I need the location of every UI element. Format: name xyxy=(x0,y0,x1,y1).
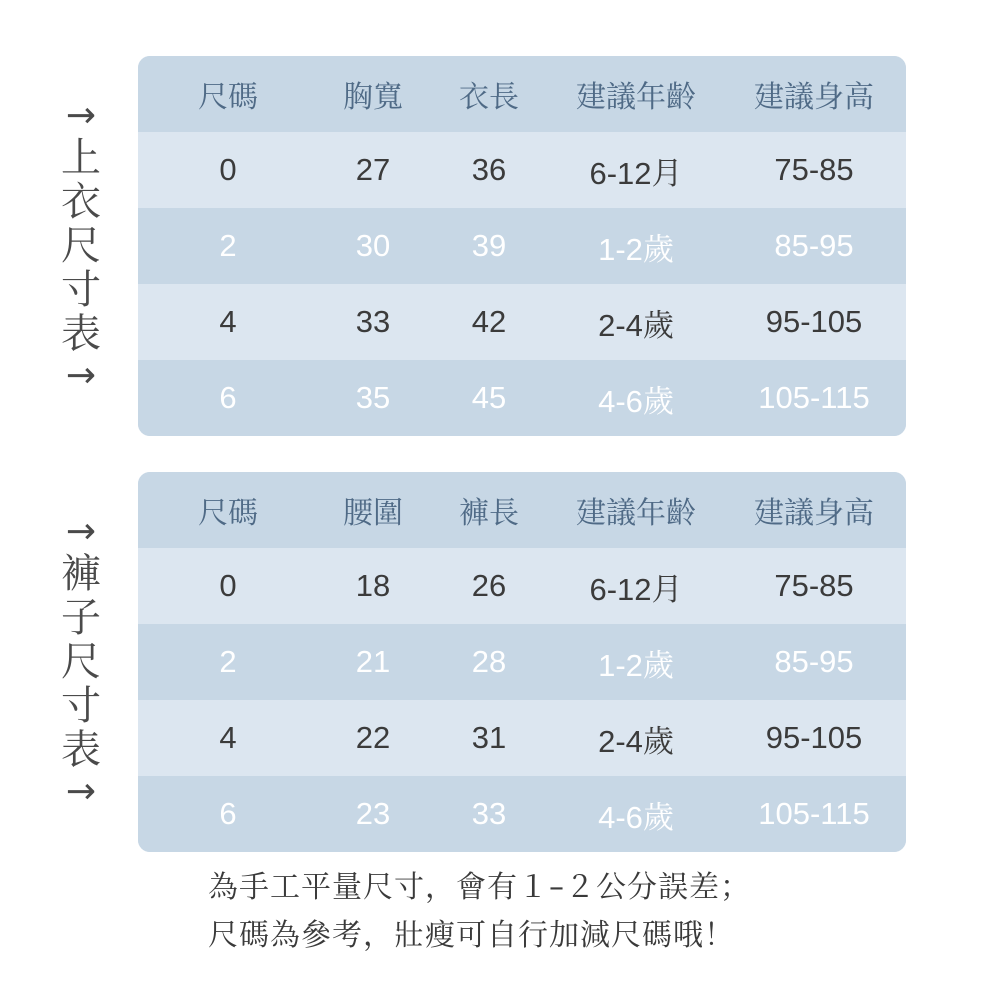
table-cell: 75-85 xyxy=(774,568,854,603)
top-table-side-label xyxy=(55,96,107,396)
header-cell: 尺碼 xyxy=(198,496,258,531)
measurement-note xyxy=(208,864,828,960)
arrow-icon: → xyxy=(65,771,97,812)
table-cell: 1-2歲 xyxy=(598,647,674,683)
table-cell: 36 xyxy=(471,152,507,187)
side-label-char: 褲 xyxy=(61,551,101,597)
header-cell: 建議身高 xyxy=(754,80,874,115)
table-cell: 39 xyxy=(471,228,507,263)
table-row xyxy=(138,776,906,852)
header-cell: 建議年齡 xyxy=(576,80,696,115)
table-row xyxy=(138,132,906,208)
arrow-icon: → xyxy=(65,511,97,552)
table-cell: 21 xyxy=(355,644,391,679)
table-cell: 33 xyxy=(355,304,391,339)
note-line-2: 尺碼為參考，壯瘦可自行加減尺碼哦！ xyxy=(208,918,735,953)
table-cell: 105-115 xyxy=(758,796,870,831)
table-cell: 30 xyxy=(355,228,391,263)
table-cell: 45 xyxy=(471,380,507,415)
side-label-char: 子 xyxy=(61,595,101,641)
side-label-char: 寸 xyxy=(61,683,101,729)
table-cell: 2-4歲 xyxy=(598,307,674,343)
bottom-size-table xyxy=(138,472,906,852)
table-cell: 75-85 xyxy=(774,152,854,187)
table-cell: 28 xyxy=(471,644,507,679)
header-cell: 尺碼 xyxy=(198,80,258,115)
table-row xyxy=(138,624,906,700)
header-cell: 胸寬 xyxy=(343,80,403,115)
side-label-char: 表 xyxy=(61,311,101,357)
side-label-char: 尺 xyxy=(61,639,101,685)
side-label-char: 寸 xyxy=(61,267,101,313)
table-cell: 4 xyxy=(219,720,237,755)
table-cell: 105-115 xyxy=(758,380,870,415)
table-cell: 4-6歲 xyxy=(598,799,674,835)
table-cell: 85-95 xyxy=(774,228,854,263)
table-cell: 4-6歲 xyxy=(598,383,674,419)
table-header-row xyxy=(138,56,906,132)
note-line-1: 為手工平量尺寸，會有１–２公分誤差； xyxy=(208,870,751,905)
header-cell: 建議身高 xyxy=(754,496,874,531)
table-cell: 85-95 xyxy=(774,644,854,679)
table-cell: 42 xyxy=(471,304,507,339)
table-cell: 6 xyxy=(219,796,237,831)
header-cell: 腰圍 xyxy=(343,496,403,531)
table-cell: 22 xyxy=(355,720,391,755)
table-row xyxy=(138,284,906,360)
table-cell: 33 xyxy=(471,796,507,831)
table-row xyxy=(138,700,906,776)
arrow-icon: → xyxy=(65,355,97,396)
table-cell: 0 xyxy=(219,152,237,187)
table-cell: 6-12月 xyxy=(589,571,683,607)
table-cell: 2-4歲 xyxy=(598,723,674,759)
table-cell: 95-105 xyxy=(765,304,863,339)
side-label-char: 衣 xyxy=(61,179,101,225)
top-size-table xyxy=(138,56,906,436)
table-cell: 26 xyxy=(471,568,507,603)
header-cell: 衣長 xyxy=(459,80,519,115)
table-cell: 95-105 xyxy=(765,720,863,755)
table-cell: 0 xyxy=(219,568,237,603)
side-label-char: 上 xyxy=(61,135,101,181)
side-label-char: 尺 xyxy=(61,223,101,269)
table-cell: 4 xyxy=(219,304,237,339)
table-cell: 23 xyxy=(355,796,391,831)
side-label-char: 表 xyxy=(61,727,101,773)
table-row xyxy=(138,360,906,436)
table-header-row xyxy=(138,472,906,548)
table-cell: 35 xyxy=(355,380,391,415)
table-cell: 31 xyxy=(471,720,507,755)
table-cell: 27 xyxy=(355,152,391,187)
bottom-table-side-label xyxy=(55,512,107,812)
table-cell: 1-2歲 xyxy=(598,231,674,267)
table-cell: 2 xyxy=(219,228,237,263)
table-cell: 2 xyxy=(219,644,237,679)
table-cell: 6 xyxy=(219,380,237,415)
arrow-icon: → xyxy=(65,95,97,136)
table-cell: 6-12月 xyxy=(589,155,683,191)
table-row xyxy=(138,548,906,624)
table-cell: 18 xyxy=(355,568,391,603)
header-cell: 褲長 xyxy=(459,496,519,531)
table-row xyxy=(138,208,906,284)
header-cell: 建議年齡 xyxy=(576,496,696,531)
